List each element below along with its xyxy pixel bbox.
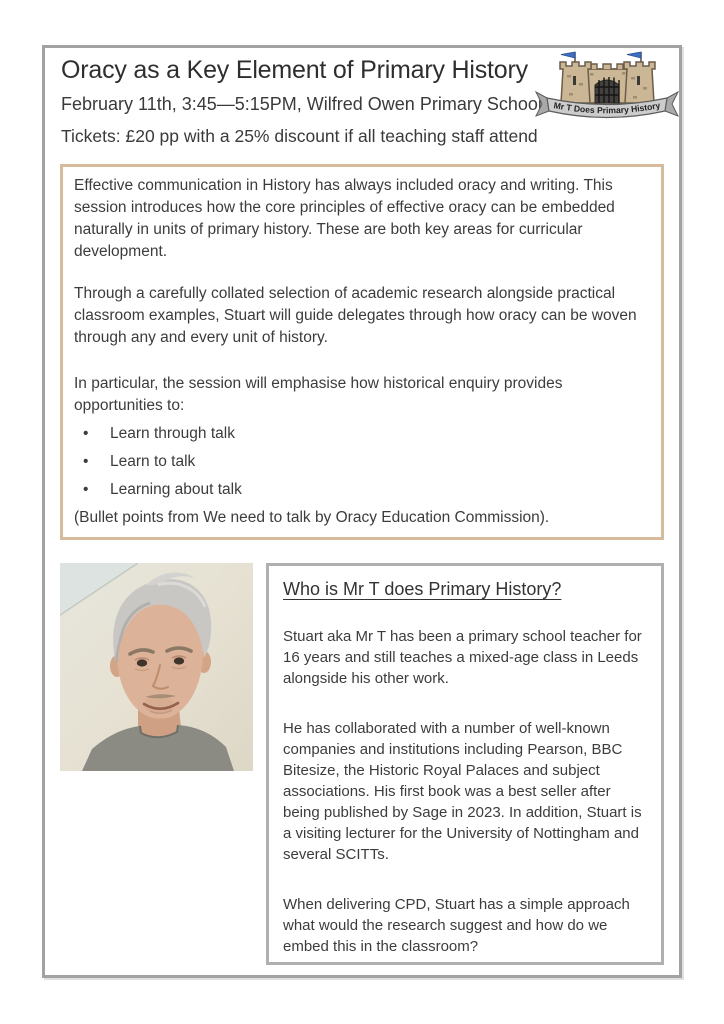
bio-paragraph-1: Stuart aka Mr T has been a primary school teacher for 16 years and still teaches a mixed-age class in Leeds alongside his other work. bbox=[283, 628, 642, 687]
page-title: Oracy as a Key Element of Primary History bbox=[61, 56, 528, 84]
bio-box bbox=[266, 563, 664, 965]
ticket-info: Tickets: £20 pp with a 25% discount if all teaching staff attend bbox=[61, 126, 538, 146]
bullet-item: • Learn to talk bbox=[74, 451, 650, 473]
flag-icon bbox=[627, 52, 641, 58]
bullet-item: • Learning about talk bbox=[74, 479, 650, 501]
bio-section bbox=[60, 563, 664, 965]
bio-heading: Who is Mr T does Primary History? bbox=[283, 579, 562, 599]
description-paragraph-1: Effective communication in History has always included oracy and writing. This session introduces how the core principles of effective oracy can be embedded naturally in units of primary history. These are both key areas for curricular development. bbox=[74, 177, 615, 260]
bullet-item: • Learn through talk bbox=[74, 423, 650, 445]
presenter-photo bbox=[60, 563, 253, 771]
description-paragraph-3: In particular, the session will emphasise how historical enquiry provides opportunities to: bbox=[74, 375, 563, 414]
bullet-source-note: (Bullet points from We need to talk by Oracy Education Commission). bbox=[74, 509, 550, 526]
bio-paragraph-3: When delivering CPD, Stuart has a simple approach what would the research suggest and how do we embed this in the classroom? bbox=[283, 896, 630, 955]
session-datetime-location: February 11th, 3:45—5:15PM, Wilfred Owen Primary School bbox=[61, 94, 542, 114]
flag-icon bbox=[561, 52, 575, 58]
description-paragraph-2: Through a carefully collated selection of academic research alongside practical classroom examples, Stuart will guide delegates through how oracy can be woven through any and every unit of history. bbox=[74, 285, 637, 346]
session-description-box bbox=[60, 164, 664, 540]
header bbox=[45, 48, 679, 154]
mr-t-primary-history-logo bbox=[535, 49, 679, 125]
bio-paragraph-2: He has collaborated with a number of well-known companies and institutions including Pearson, BBC Bitesize, the Historic Royal Palaces and subject associations. His first book was a best seller after being published by Sage in 2023. In addition, Stuart is a visiting lecturer for the University of Nottingham and several SCITTs. bbox=[283, 720, 642, 863]
document-page-frame bbox=[42, 45, 682, 978]
castle-logo-icon bbox=[535, 49, 679, 125]
logo-banner-text: Mr T Does Primary History bbox=[552, 100, 662, 116]
oracy-bullet-list bbox=[74, 423, 650, 501]
